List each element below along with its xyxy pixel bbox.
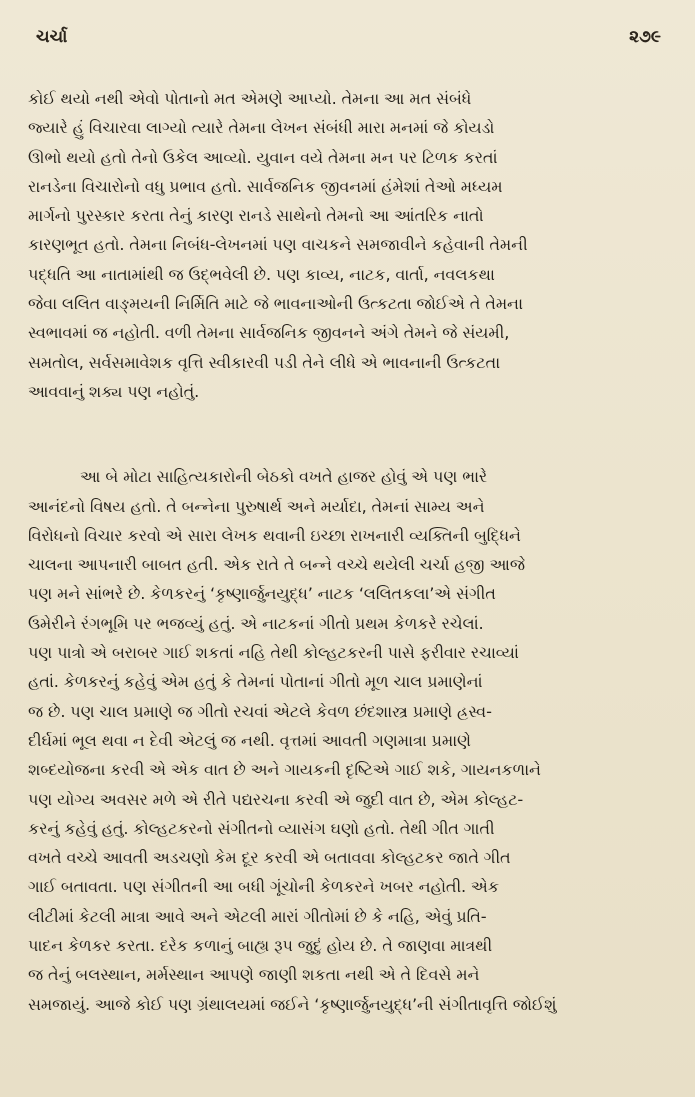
running-head-title: ચર્ચા	[36, 27, 68, 47]
running-header	[36, 22, 661, 52]
page-body	[28, 84, 668, 1019]
page-number: ૨૭૯	[629, 27, 661, 47]
paragraph: આ બે મોટા સાહિત્યકારોની બેઠકો વખતે હાજર હોવું એ પણ ભારે આનંદનો વિષય હતો. તે બન્નેના પુરુષાર્થ અને મર્યાદા, તેમનાં સામ્ય અને વિરોધનો વિચાર કરવો એ સારા લેખક થવાની ઇચ્છા રાખનારી વ્યક્તિની બુદ્ધિને ચાલના આપનારી બાબત હતી. એક રાતે તે બન્ને વચ્ચે થયેલી ચર્ચા હજી આજે પણ મને સાંભરે છે. કેળકરનું ‘કૃષ્ણાર્જુનયુદ્ધ’ નાટક ‘લલિતકલા’એ સંગીત ઉમેરીને રંગભૂમિ પર ભજવ્યું હતું. એ નાટકનાં ગીતો પ્રથમ કેળકરે રચેલાં. પણ પાત્રો એ બરાબર ગાઈ શકતાં નહિ તેથી કોલ્હટકરની પાસે ફરીવાર રચાવ્યાં હતાં. કેળકરનું કહેવું એમ હતું કે તેમનાં પોતાનાં ગીતો મૂળ ચાલ પ્રમાણેનાં જ છે. પણ ચાલ પ્રમાણે જ ગીતો રચવાં એટલે કેવળ છંદશાસ્ત્ર પ્રમાણે હ્રસ્વ- દીર્ઘમાં ભૂલ થવા ન દેવી એટલું જ નથી. વૃત્તમાં આવતી ગણમાત્રા પ્રમાણે શબ્દયોજના કરવી એ એક વાત છે અને ગાયકની દૃષ્ટિએ ગાઈ શકે, ગાયનકળાને પણ યોગ્ય અવસર મળે એ રીતે પદ્યરચના કરવી એ જુદી વાત છે, એમ કોલ્હટ- કરનું કહેવું હતું. કોલ્હટકરનો સંગીતનો વ્યાસંગ ઘણો હતો. તેથી ગીત ગાતી વખતે વચ્ચે આવતી અડચણો કેમ દૂર કરવી એ બતાવવા કોલ્હટકર જાતે ગીત ગાઈ બતાવતા. પણ સંગીતની આ બધી ગૂંચોની કેળકરને ખબર નહોતી. એક લીટીમાં કેટલી માત્રા આવે અને એટલી મારાં ગીતોમાં છે કે નહિ, એવું પ્રતિ- પાદન કેળકર કરતા. દરેક કળાનું બાહ્ય રૂપ જુદું હોય છે. તે જાણવા માત્રથી જ તેનું બલસ્થાન, મર્મસ્થાન આપણે જાણી શકતા નથી એ તે દિવસે મને સમજાયું. આજે કોઈ પણ ગ્રંથાલયમાં જઈને ‘કૃષ્ણાર્જુનયુદ્ધ’ની સંગીતાવૃત્તિ જોઈશું	[28, 467, 557, 1014]
paragraph: કોઈ થયો નથી એવો પોતાનો મત એમણે આપ્યો. તેમના આ મત સંબંધે જ્યારે હું વિચારવા લાગ્યો ત્યારે તેમના લેખન સંબંધી મારા મનમાં જે કોયડો ઊભો થયો હતો તેનો ઉકેલ આવ્યો. યુવાન વયે તેમના મન પર ટિળક કરતાં રાનડેના વિચારોનો વધુ પ્રભાવ હતો. સાર્વજનિક જીવનમાં હંમેશાં તેઓ મધ્યમ માર્ગનો પુરસ્કાર કરતા તેનું કારણ રાનડે સાથેનો તેમનો આ આંતરિક નાતો કારણભૂત હતો. તેમના નિબંધ-લેખનમાં પણ વાચકને સમજાવીને કહેવાની તેમની પદ્ધતિ આ નાતામાંથી જ ઉદ્ભવેલી છે. પણ કાવ્ય, નાટક, વાર્તા, નવલકથા જેવા લલિત વાઙ્મયની નિર્મિતિ માટે જે ભાવનાઓની ઉત્કટતા જોઈએ તે તેમના સ્વભાવમાં જ નહોતી. વળી તેમના સાર્વજનિક જીવનને અંગે તેમને જે સંયમી, સમતોલ, સર્વસમાવેશક વૃત્તિ સ્વીકારવી પડી તેને લીધે એ ભાવનાની ઉત્કટતા આવવાનું શક્ય પણ નહોતું.	[28, 89, 528, 401]
